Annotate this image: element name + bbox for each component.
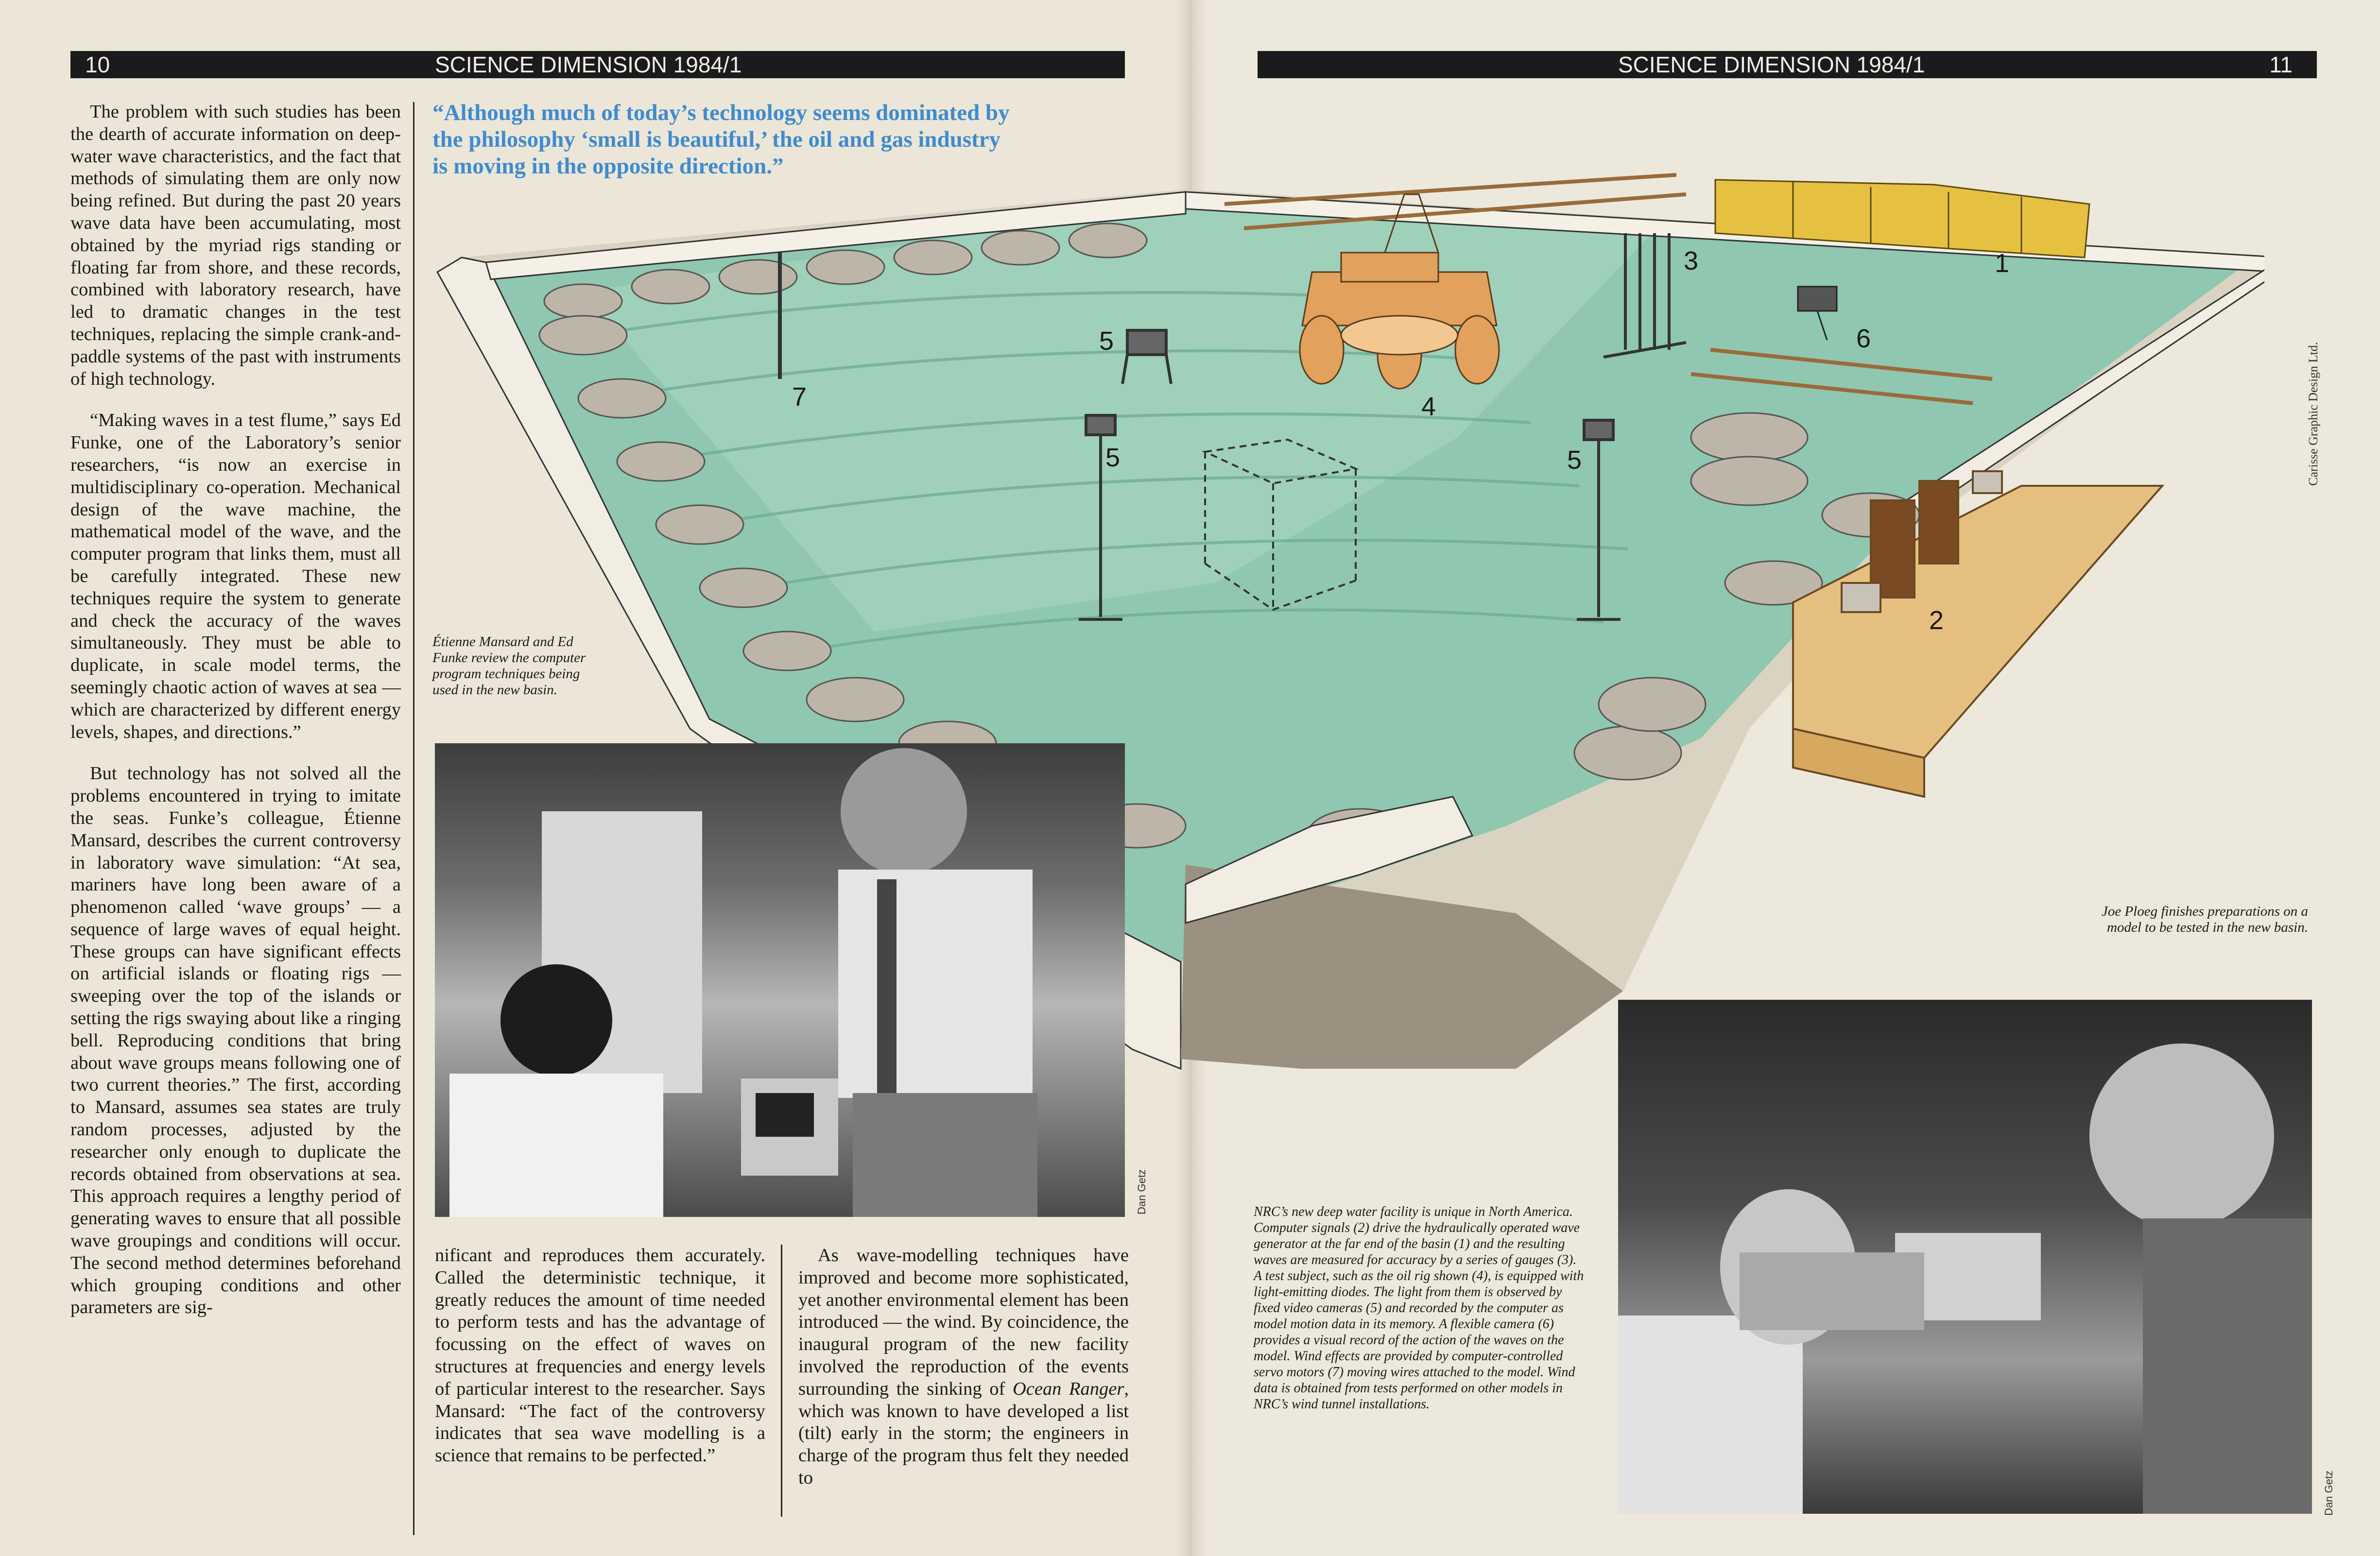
label-oil-rig: 4 — [1421, 392, 1436, 421]
column-rule — [781, 1245, 782, 1517]
magazine-title-left: SCIENCE DIMENSION 1984/1 — [435, 52, 742, 77]
label-camera-c: 5 — [1567, 445, 1582, 475]
article-column-2 — [435, 1245, 765, 1467]
page-number-left: 10 — [85, 52, 110, 77]
caption-illustration: NRC’s new deep water facility is unique in North America. Computer signals (2) drive the hydraulically operated wave generator at the far end of the basin (1) and the resulting waves are measured for accuracy by a series of gauges (3). A test subject, such as the oil rig shown (4), is equipped with light-emitting diodes. The light from them is observed by fixed video cameras (5) and recorded by the computer as model motion data in its memory. A flexible camera (6) provides a visual record of the action of the waves on the model. Wind effects are provided by computer-controlled servo motors (7) moving wires attached to the model. Wind data is obtained from tests performed on other models in NRC’s wind tunnel installations. — [1254, 1204, 1584, 1412]
vessel-name: Ocean Ranger — [1012, 1378, 1124, 1399]
paragraph: But technology has not solved all the problems encountered in trying to imitate the seas. Funke’s colleague, Étienne Mansard, describes the current controversy in laboratory wave simulation: “At sea, mariners have long been aware of a phenomenon called ‘wave groups’ — a sequence of large waves of equal height. These groups can have significant effects on artificial islands or floating rigs — sweeping over the top of the islands or setting the rigs swaying about like a ringing bell. Reproducing conditions that bring about wave groups means following one of two current theories.” The first, according to Mansard, assumes sea states are truly random processes, adjusted by the researcher only enough to duplicate the records obtained from observations at sea. This approach requires a lengthy period of generating waves to ensure that all possible wave groupings and conditions will occur. The second method determines beforehand which grouping conditions and other parameters are sig- — [70, 763, 401, 1318]
label-servo-motors: 7 — [792, 382, 807, 411]
running-head-left — [70, 51, 1125, 78]
article-column-1 — [70, 101, 401, 1319]
caption-left-photo: Étienne Mansard and Ed Funke review the computer program techniques being used in the new basin. — [432, 634, 586, 698]
photo-mansard-funke — [435, 743, 1125, 1217]
page-number-right: 11 — [2269, 52, 2293, 77]
credit-right-photo: Dan Getz — [2323, 1471, 2335, 1516]
paragraph: nificant and reproduces them accurately. Called the deterministic technique, it greatly reduces the amount of time needed to perform tests and has the advantage of focussing on the effect of waves on structures at frequencies and energy levels of particular interest to the researcher. Says Mansard: “The fact of the controversy indicates that sea wave modelling is a science that remains to be perfected.” — [435, 1245, 765, 1466]
paragraph-text: , which was known to have developed a list (tilt) early in the storm; the engineers in charge of the program thus felt they needed to — [798, 1378, 1129, 1488]
pull-quote: “Although much of today’s technology seems dominated by the philosophy ‘small is beautiful,’ the oil and gas industry is moving in the opposite direction.” — [432, 100, 1010, 179]
photo-joe-ploeg — [1618, 1000, 2312, 1514]
paragraph: “Making waves in a test flume,” says Ed Funke, one of the Laboratory’s senior researchers, “is now an exercise in multidisciplinary co-operation. Mechanical design of the wave machine, the mathematical model of the wave, and the computer program that links them, must all be carefully integrated. These new techniques require the system to generate and check the accuracy of the waves simultaneously. They must be able to duplicate, in scale model terms, the seemingly chaotic action of waves at sea — which are characterized by different energy levels, shapes, and directions.” — [70, 410, 401, 742]
label-computer-room: 2 — [1929, 606, 1944, 635]
label-flexible-camera: 6 — [1856, 324, 1871, 353]
paragraph: The problem with such studies has been the dearth of accurate information on deep-water wave characteristics, and the fact that methods of simulating them are only now being refined. But during the past 20 years wave data have been accumulating, most obtained by the myriad rigs standing or floating far from shore, and these records, combined with laboratory research, have led to dramatic changes in the test techniques, replacing the simple crank-and-paddle systems of the past with instruments of high technology. — [70, 102, 401, 389]
photo-placeholder — [435, 743, 1125, 1217]
magazine-title-right: SCIENCE DIMENSION 1984/1 — [1618, 52, 1925, 77]
photo-placeholder — [1618, 1000, 2312, 1514]
label-gauges: 3 — [1684, 246, 1699, 275]
running-head-right — [1258, 51, 2317, 78]
paragraph-text: As wave-modelling techniques have improved and become more sophisticated, yet another environmental element has been introduced — the wind. By coincidence, the inaugural program of the new facility involved the reproduction of the events surrounding the sinking of — [798, 1245, 1129, 1399]
credit-left-photo: Dan Getz — [1136, 1169, 1148, 1214]
label-camera-b: 5 — [1105, 443, 1121, 472]
label-camera-a: 5 — [1099, 326, 1114, 356]
paragraph — [798, 1245, 1129, 1489]
credit-illustration: Carisse Graphic Design Ltd. — [2306, 342, 2320, 486]
caption-right-photo: Joe Ploeg finishes preparations on a model to be tested in the new basin. — [2101, 904, 2308, 935]
article-column-3 — [798, 1245, 1129, 1489]
label-wave-generator: 1 — [1995, 249, 2010, 278]
column-rule — [413, 102, 414, 1535]
